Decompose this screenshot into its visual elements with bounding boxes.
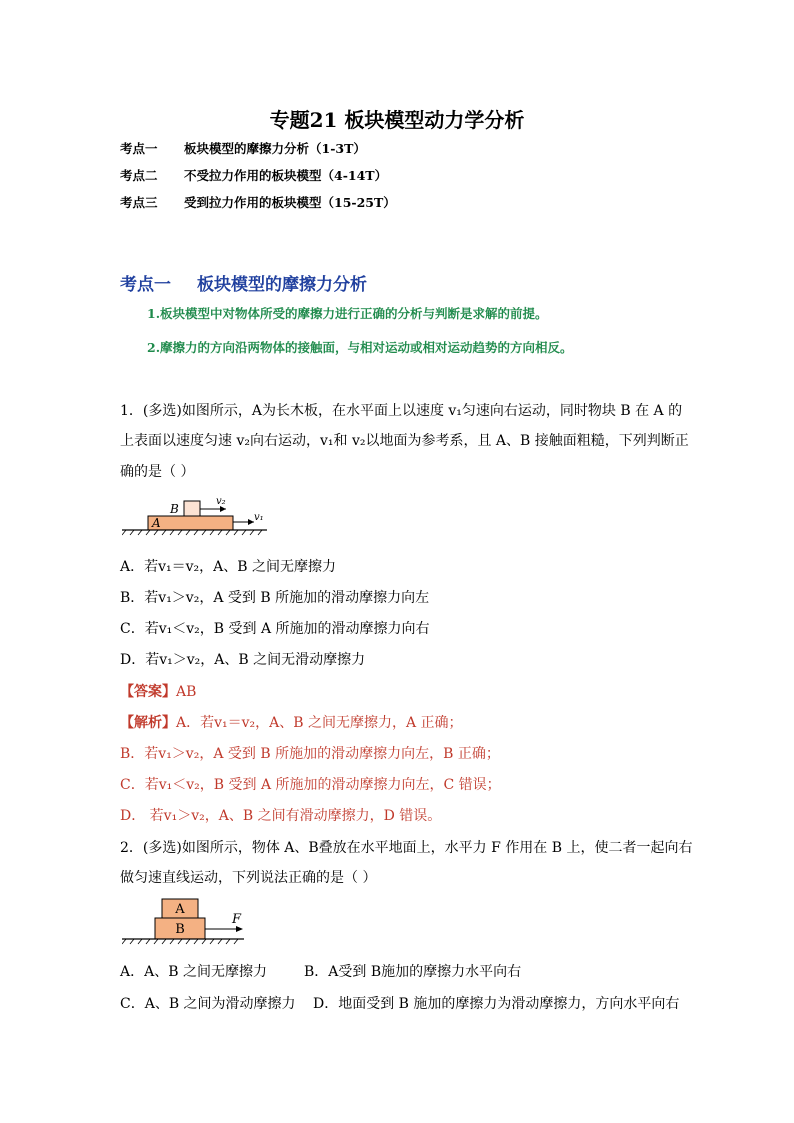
q2-option-d: D．地面受到 B 施加的摩擦力为滑动摩擦力，方向水平向右 — [313, 996, 680, 1012]
section-title: 板块模型的摩擦力分析 — [197, 275, 367, 295]
q1-option-b: B．若v₁＞v₂，A 受到 B 所施加的滑动摩擦力向左 — [120, 590, 430, 606]
answer-tag: 【答案】 — [120, 684, 176, 700]
section-heading — [120, 270, 367, 295]
toc-text: 板块模型的摩擦力分析（1-3T） — [184, 141, 366, 156]
toc-item-3 — [120, 193, 396, 211]
q1-stem-line2: 上表面以速度匀速 v₂向右运动，v₁和 v₂以地面为参考系，且 A、B 接触面粗糙，下列判断正 — [120, 433, 689, 449]
label-a: A — [152, 516, 161, 530]
q2-option-c: C．A、B 之间为滑动摩擦力 — [120, 996, 296, 1012]
page-title: 专题21 板块模型动力学分析 — [269, 108, 525, 132]
q1-answer — [120, 681, 196, 701]
tip-2: 2.摩擦力的方向沿两物体的接触面，与相对运动或相对运动趋势的方向相反。 — [147, 340, 573, 355]
q2-option-a: A．A、B 之间无摩擦力 — [120, 964, 267, 980]
label-b: B — [175, 922, 185, 937]
toc-item-2 — [120, 166, 387, 184]
toc-key: 考点二 — [120, 168, 158, 183]
q1-option-c: C．若v₁＜v₂，B 受到 A 所施加的滑动摩擦力向右 — [120, 621, 430, 637]
q1-analysis-line4: D． 若v₁＞v₂，A、B 之间有滑动摩擦力，D 错误。 — [120, 808, 442, 824]
q1-analysis-line2: B．若v₁＞v₂，A 受到 B 所施加的滑动摩擦力向左，B 正确； — [120, 746, 500, 762]
toc-text: 不受拉力作用的板块模型（4-14T） — [184, 168, 388, 183]
q1-stem-line1: 1．(多选)如图所示，A为长木板，在水平面上以速度 v₁匀速向右运动，同时物块 B 在 A 的 — [120, 403, 683, 419]
q1-stem-line3: 确的是（ ） — [120, 464, 195, 480]
q1-figure — [122, 492, 272, 540]
q1-analysis-line1 — [120, 712, 463, 732]
analysis-text: A．若v₁＝v₂，A、B 之间无摩擦力，A 正确； — [176, 715, 463, 731]
q2-stem-line2: 做匀速直线运动，下列说法正确的是（ ） — [120, 870, 377, 886]
label-f: F — [232, 912, 242, 927]
q2-figure — [122, 896, 252, 952]
toc-key: 考点一 — [120, 141, 158, 156]
q1-option-a: A．若v₁＝v₂，A、B 之间无摩擦力 — [120, 559, 337, 575]
toc-key: 考点三 — [120, 195, 158, 210]
label-v2: v₂ — [216, 496, 226, 507]
analysis-tag: 【解析】 — [120, 715, 176, 731]
q2-option-b: B．A受到 B施加的摩擦力水平向右 — [304, 964, 522, 980]
q2-stem-line1: 2．(多选)如图所示，物体 A、B叠放在水平地面上，水平力 F 作用在 B 上，使二者一起向右 — [120, 840, 693, 856]
block-b — [184, 501, 200, 516]
answer-value: AB — [176, 684, 197, 700]
q1-option-d: D．若v₁＞v₂，A、B 之间无滑动摩擦力 — [120, 652, 366, 668]
toc-item-1 — [120, 139, 366, 157]
ground-hatch — [122, 939, 238, 944]
section-key: 考点一 — [120, 275, 171, 295]
label-a: A — [175, 902, 185, 917]
board-a — [148, 516, 233, 530]
toc-text: 受到拉力作用的板块模型（15-25T） — [184, 195, 396, 210]
label-v1: v₁ — [254, 512, 264, 523]
ground-hatch — [122, 530, 262, 535]
tip-1: 1.板块模型中对物体所受的摩擦力进行正确的分析与判断是求解的前提。 — [147, 306, 548, 321]
label-b: B — [170, 502, 179, 516]
q1-analysis-line3: C．若v₁＜v₂，B 受到 A 所施加的滑动摩擦力向左，C 错误； — [120, 777, 501, 793]
